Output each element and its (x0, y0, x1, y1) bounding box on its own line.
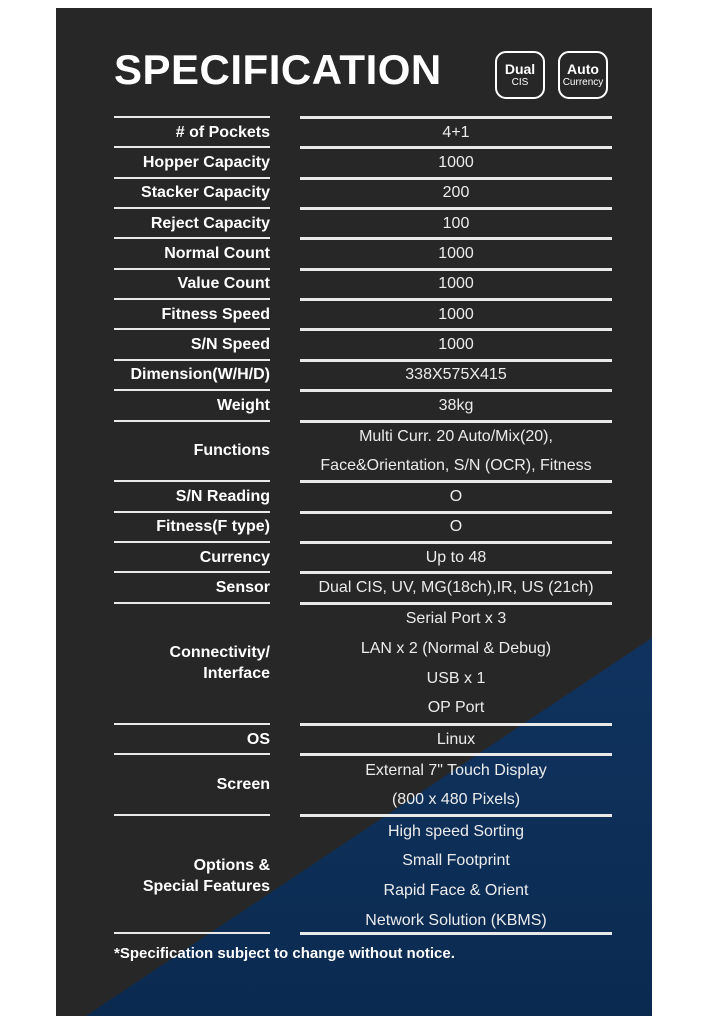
spec-label-text: S/N Reading (175, 487, 270, 505)
spec-label (114, 359, 270, 389)
spec-row (56, 753, 652, 814)
spec-label (114, 146, 270, 176)
spec-row (56, 541, 652, 571)
spec-value (300, 237, 612, 267)
spec-label-text: Hopper Capacity (142, 154, 270, 172)
spec-value (300, 389, 612, 419)
footnote: *Specification subject to change without notice. (114, 945, 455, 962)
spec-row (56, 814, 652, 935)
spec-label (114, 511, 270, 541)
spec-label (114, 571, 270, 601)
spec-value-line: Face&Orientation, S/N (OCR), Fitness (320, 456, 592, 474)
spec-row (56, 237, 652, 267)
spec-label-text: Normal Count (164, 245, 270, 263)
spec-value-line: Up to 48 (425, 548, 487, 566)
spec-value-line: 338X575X415 (405, 366, 507, 384)
spec-value (300, 814, 612, 935)
spec-value-line: Linux (436, 730, 476, 748)
spec-row (56, 389, 652, 419)
spec-label (114, 389, 270, 419)
spec-row (56, 268, 652, 298)
spec-value-line: LAN x 2 (Normal & Debug) (360, 639, 552, 657)
spec-row (56, 116, 652, 146)
spec-value-line: 1000 (438, 245, 474, 263)
spec-row (56, 511, 652, 541)
spec-value-line: USB x 1 (426, 669, 486, 687)
spec-label-text: Weight (216, 396, 270, 414)
spec-label-text: S/N Speed (190, 336, 270, 354)
spec-label (114, 116, 270, 146)
spec-label (114, 753, 270, 814)
spec-label (114, 328, 270, 358)
spec-value-line: Multi Curr. 20 Auto/Mix(20), (359, 427, 553, 445)
spec-value-line: 1000 (438, 305, 474, 323)
dual-badge-sub: CIS (511, 77, 529, 88)
spec-value-line: 200 (442, 184, 470, 202)
spec-panel (56, 8, 652, 1016)
spec-value-line: O (449, 487, 463, 505)
spec-label (114, 814, 270, 935)
table-bottom-rule-left (114, 932, 270, 934)
spec-label (114, 207, 270, 237)
spec-label-text: Stacker Capacity (141, 184, 270, 202)
spec-row (56, 480, 652, 510)
spec-value (300, 571, 612, 601)
spec-label (114, 480, 270, 510)
spec-label (114, 602, 270, 723)
spec-value (300, 480, 612, 510)
spec-value (300, 511, 612, 541)
spec-value (300, 420, 612, 481)
spec-value-line: (800 x 480 Pixels) (391, 790, 521, 808)
spec-value (300, 602, 612, 723)
spec-value-line: External 7" Touch Display (365, 761, 547, 779)
spec-row (56, 359, 652, 389)
spec-label-text: OS (246, 730, 270, 748)
spec-row (56, 723, 652, 753)
spec-value (300, 328, 612, 358)
spec-label (114, 298, 270, 328)
spec-value (300, 146, 612, 176)
spec-value (300, 116, 612, 146)
spec-value-line: O (449, 518, 463, 536)
spec-label-text: Dimension(W/H/D) (130, 366, 270, 384)
dual-cis-badge (495, 51, 545, 99)
spec-row (56, 328, 652, 358)
spec-value-line: 38kg (438, 396, 474, 414)
spec-value (300, 298, 612, 328)
spec-label-text: Options & Special Features (142, 856, 270, 895)
auto-badge-sub: Currency (562, 77, 604, 88)
spec-label-text: Currency (199, 548, 270, 566)
spec-value-line: High speed Sorting (387, 822, 525, 840)
table-bottom-rule-right (300, 932, 612, 935)
spec-row (56, 177, 652, 207)
page-title: SPECIFICATION (114, 46, 442, 93)
spec-value-line: Small Footprint (402, 852, 510, 870)
spec-row (56, 207, 652, 237)
spec-label (114, 177, 270, 207)
spec-row (56, 602, 652, 723)
spec-value-line: 4+1 (442, 123, 470, 141)
auto-badge-top: Auto (567, 61, 599, 77)
spec-value-line: Dual CIS, UV, MG(18ch),IR, US (21ch) (318, 578, 594, 596)
spec-row (56, 420, 652, 481)
spec-label-text: Fitness Speed (161, 305, 270, 323)
spec-label (114, 541, 270, 571)
spec-value (300, 177, 612, 207)
spec-label-text: Screen (216, 776, 270, 794)
spec-value-line: Network Solution (KBMS) (365, 911, 547, 929)
spec-row (56, 298, 652, 328)
spec-label-text: # of Pockets (175, 123, 270, 141)
spec-value (300, 207, 612, 237)
spec-value-line: OP Port (427, 699, 485, 717)
spec-value (300, 268, 612, 298)
spec-label-text: Reject Capacity (150, 214, 270, 232)
spec-label-text: Connectivity/ Interface (169, 644, 270, 683)
spec-label (114, 237, 270, 267)
spec-label-text: Sensor (215, 578, 270, 596)
spec-value (300, 359, 612, 389)
spec-value-line: Rapid Face & Orient (383, 882, 529, 900)
spec-value-line: 1000 (438, 275, 474, 293)
spec-row (56, 571, 652, 601)
spec-label (114, 723, 270, 753)
spec-label-text: Value Count (177, 275, 270, 293)
dual-badge-top: Dual (504, 61, 536, 77)
spec-row (56, 146, 652, 176)
spec-value (300, 753, 612, 814)
spec-value (300, 723, 612, 753)
spec-label-text: Functions (193, 442, 270, 460)
spec-value-line: Serial Port x 3 (405, 610, 507, 628)
auto-currency-badge (558, 51, 608, 99)
spec-label (114, 268, 270, 298)
spec-value-line: 1000 (438, 336, 474, 354)
spec-value-line: 100 (442, 214, 470, 232)
spec-value-line: 1000 (438, 154, 474, 172)
spec-value (300, 541, 612, 571)
spec-label (114, 420, 270, 481)
spec-label-text: Fitness(F type) (156, 518, 270, 536)
